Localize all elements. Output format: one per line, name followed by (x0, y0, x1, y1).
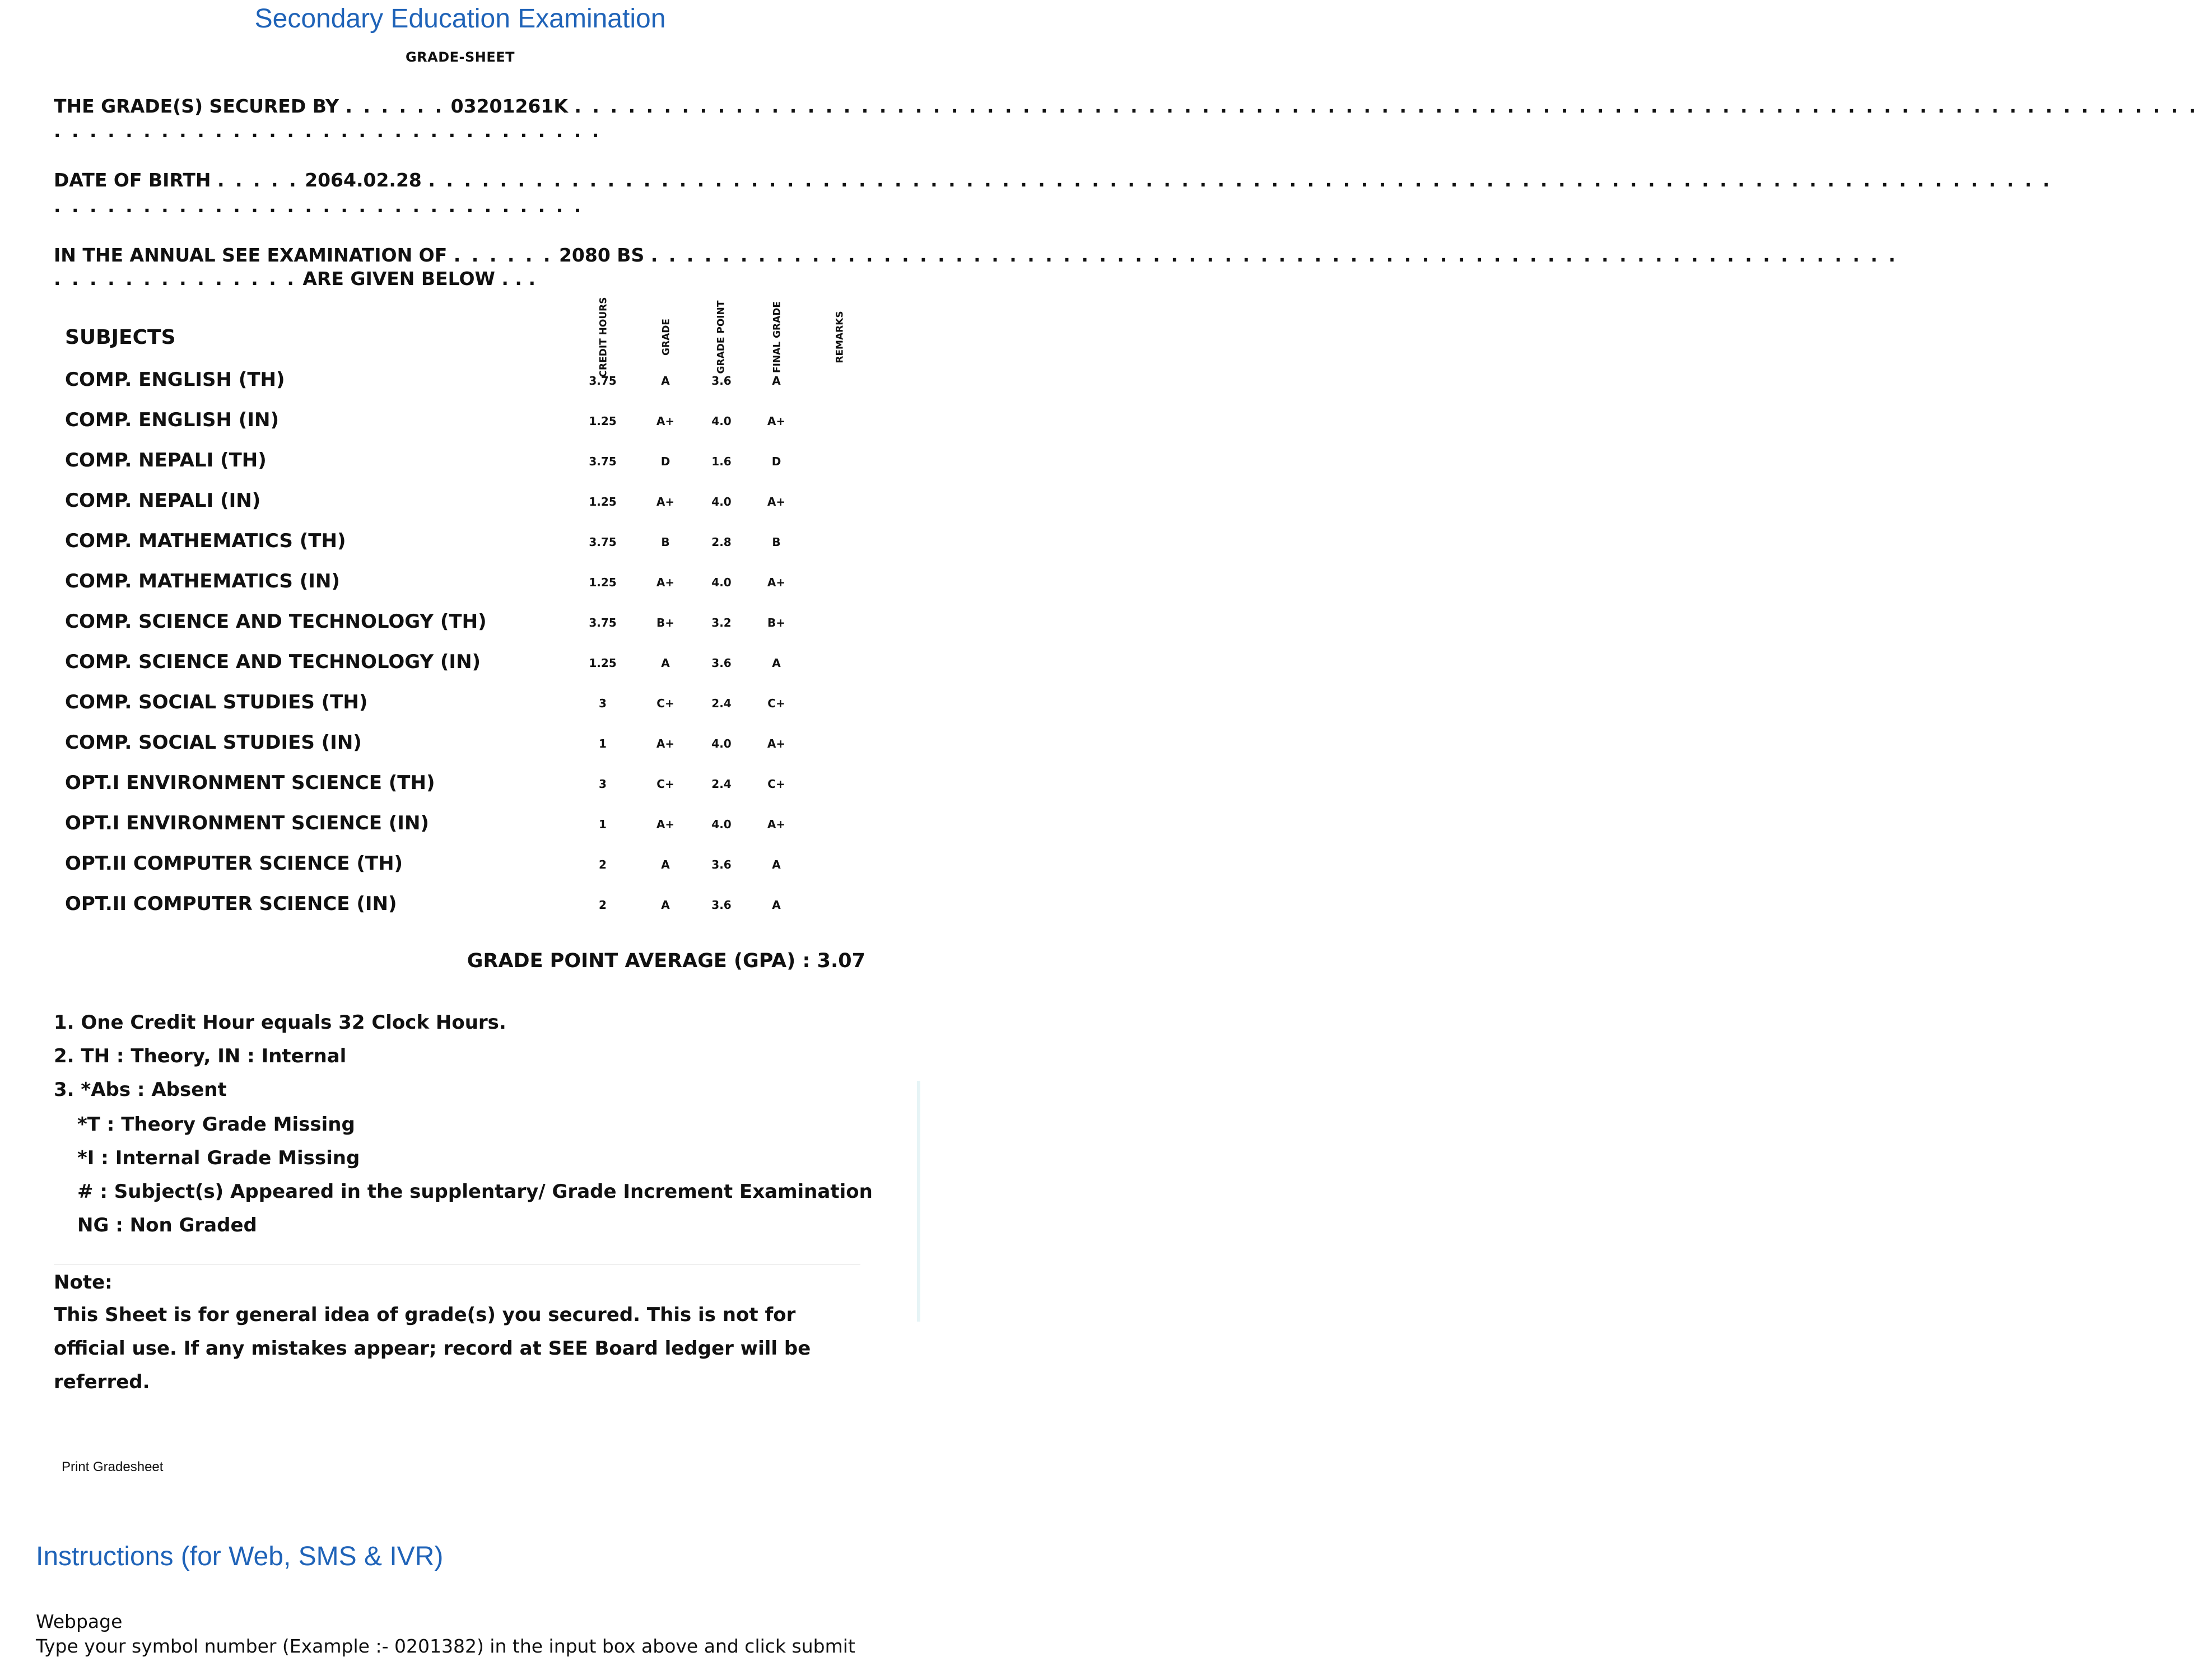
dot-leader: . . . . . . (345, 95, 445, 117)
subject-name: COMP. MATHEMATICS (TH) (65, 530, 346, 552)
credit-hours-cell: 2 (599, 898, 607, 912)
secured-by-line (54, 94, 2198, 119)
final-grade-cell: B (772, 535, 781, 549)
final-grade-cell: A (772, 374, 781, 388)
grade-cell: D (660, 455, 670, 468)
print-gradesheet-button[interactable]: Print Gradesheet (62, 1459, 164, 1474)
credit-hours-cell: 3.75 (589, 535, 617, 549)
grade-cell: A (661, 374, 670, 388)
credit-hours-cell: 3.75 (589, 455, 617, 468)
grade-cell: A+ (656, 495, 675, 508)
subject-name: OPT.II COMPUTER SCIENCE (IN) (65, 893, 397, 915)
note-text: This Sheet is for general idea of grade(s) you secured. This is not for official use. If any mistakes appear; record at SEE Board ledger will be referred. (54, 1304, 811, 1393)
site-title: Secondary Education Examination (254, 4, 666, 34)
subject-name: OPT.II COMPUTER SCIENCE (TH) (65, 852, 403, 875)
credit-hours-cell: 1 (599, 737, 607, 750)
subject-name: COMP. SOCIAL STUDIES (IN) (65, 731, 362, 754)
dot-leader: . . . . . . . . . . . . . . . . . . . . . . . . . . . . . . . . . . . . . . . . . . . . . . . . . . . . . . . . . . . . . . . . . . . . . . . . . . . . . . . . . . . . . . . . . . . (428, 169, 2052, 191)
credit-hours-cell: 3.75 (589, 616, 617, 629)
legend-item: 2. TH : Theory, IN : Internal (54, 1045, 347, 1067)
credit-hours-cell: 1.25 (589, 576, 617, 589)
final-grade-cell: D (771, 455, 781, 468)
final-grade-cell: A+ (767, 495, 786, 508)
legend-item: NG : Non Graded (77, 1214, 257, 1236)
credit-hours-cell: 3 (599, 777, 607, 791)
subject-name: COMP. SCIENCE AND TECHNOLOGY (TH) (65, 610, 487, 633)
dob-dots: . . . . . . . . . . . . . . . . . . . . . . . . . . . . . . (54, 195, 584, 217)
grade-point-cell: 3.6 (711, 858, 732, 871)
dot-leader: . . . . . . . . . . . . . . . . . . . . . . . . . . . . . . . . . . . . . . . . . . . . . . . . . . . . . . . . . . . . . . . . . . . . . . (650, 244, 1898, 266)
page-edge-strip (917, 1081, 920, 1322)
final-grade-cell: A (772, 656, 781, 670)
subject-name: COMP. NEPALI (IN) (65, 489, 261, 512)
grade-point-cell: 3.6 (711, 374, 732, 388)
grade-point-cell: 4.0 (711, 737, 732, 750)
exam-line (54, 243, 1898, 268)
credit-hours-cell: 1 (599, 818, 607, 831)
dot-leader: . . . . . . . . . . . . . . . . . . . . . . . . . . . . . . . . . . . . . . . . . . . . . . . . . . . . . . . . . . . . . . . . . . . . . . . . . . . . . . . . . . . . . . . . . . . (574, 95, 2198, 117)
grade-header: GRADE (660, 319, 672, 356)
grade-point-cell: 2.4 (711, 697, 732, 710)
grade-point-header: GRADE POINT (715, 300, 727, 374)
dob-value: 2064.02.28 (305, 169, 422, 191)
subject-name: COMP. ENGLISH (IN) (65, 409, 279, 431)
subject-name: COMP. ENGLISH (TH) (65, 368, 285, 391)
grade-cell: A (661, 656, 670, 670)
grade-cell: A (661, 858, 670, 871)
grade-point-cell: 4.0 (711, 495, 732, 508)
legend-item: *T : Theory Grade Missing (77, 1113, 355, 1136)
grade-point-cell: 3.6 (711, 656, 732, 670)
grade-point-cell: 1.6 (711, 455, 732, 468)
exam-year: 2080 BS (558, 244, 645, 266)
grade-point-cell: 4.0 (711, 576, 732, 589)
grade-point-cell: 2.8 (711, 535, 732, 549)
subject-name: OPT.I ENVIRONMENT SCIENCE (IN) (65, 812, 429, 834)
grade-point-cell: 4.0 (711, 414, 732, 428)
final-grade-cell: B+ (767, 616, 785, 629)
legend-item: 1. One Credit Hour equals 32 Clock Hours. (54, 1011, 506, 1034)
grade-cell: A+ (656, 414, 675, 428)
gpa-value: 3.07 (817, 950, 865, 972)
final-grade-header: FINAL GRADE (771, 301, 783, 373)
grade-cell: C+ (656, 697, 674, 710)
gpa-label: GRADE POINT AVERAGE (GPA) : (467, 950, 811, 972)
date-of-birth-line (54, 168, 2052, 193)
final-grade-cell: C+ (767, 697, 785, 710)
gradesheet-subtitle: GRADE-SHEET (405, 49, 515, 65)
subjects-header: SUBJECTS (65, 326, 176, 349)
final-grade-cell: A+ (767, 414, 786, 428)
subject-name: COMP. NEPALI (TH) (65, 449, 267, 472)
dob-label: DATE OF BIRTH (54, 169, 211, 191)
dot-leader: . . . . . . . . . . . . . . (54, 268, 296, 290)
credit-hours-cell: 1.25 (589, 414, 617, 428)
divider (54, 1264, 860, 1265)
webpage-heading: Webpage (36, 1611, 123, 1632)
grade-cell: A+ (656, 818, 675, 831)
webpage-instructions: Type your symbol number (Example :- 0201382) in the input box above and click submit (36, 1635, 855, 1657)
final-grade-cell: A+ (767, 576, 786, 589)
grade-point-cell: 3.6 (711, 898, 732, 912)
final-grade-cell: A+ (767, 818, 786, 831)
final-grade-cell: A+ (767, 737, 786, 750)
credit-hours-cell: 3 (599, 697, 607, 710)
gpa (467, 950, 865, 972)
grade-cell: A+ (656, 737, 675, 750)
grade-point-cell: 3.2 (711, 616, 732, 629)
legend-item: *I : Internal Grade Missing (77, 1147, 360, 1169)
grade-cell: C+ (656, 777, 674, 791)
subject-name: OPT.I ENVIRONMENT SCIENCE (TH) (65, 772, 435, 794)
note-heading: Note: (54, 1271, 113, 1294)
subject-name: COMP. SCIENCE AND TECHNOLOGY (IN) (65, 651, 481, 673)
credit-hours-cell: 1.25 (589, 495, 617, 508)
symbol-number: 03201261K (450, 95, 568, 117)
secured-by-label: THE GRADE(S) SECURED BY (54, 95, 339, 117)
final-grade-cell: A (772, 858, 781, 871)
remarks-header: REMARKS (834, 311, 846, 363)
grade-cell: A (661, 898, 670, 912)
credit-hours-header: CREDIT HOURS (598, 297, 609, 377)
grade-point-cell: 2.4 (711, 777, 732, 791)
dot-leader: . . . . . . (453, 244, 553, 266)
credit-hours-cell: 1.25 (589, 656, 617, 670)
final-grade-cell: A (772, 898, 781, 912)
credit-hours-cell: 2 (599, 858, 607, 871)
secured-by-dots: . . . . . . . . . . . . . . . . . . . . . . . . . . . . . . . (54, 120, 602, 142)
given-below-text: ARE GIVEN BELOW . . . (302, 268, 535, 290)
legend-item: # : Subject(s) Appeared in the supplentary/ Grade Increment Examination (77, 1180, 873, 1203)
final-grade-cell: C+ (767, 777, 785, 791)
given-below-line (54, 268, 535, 290)
grade-cell: B (661, 535, 670, 549)
grade-cell: B+ (656, 616, 674, 629)
credit-hours-cell: 3.75 (589, 374, 617, 388)
legend-item: 3. *Abs : Absent (54, 1079, 227, 1101)
exam-label: IN THE ANNUAL SEE EXAMINATION OF (54, 244, 448, 266)
grade-cell: A+ (656, 576, 675, 589)
instructions-heading: Instructions (for Web, SMS & IVR) (36, 1542, 444, 1571)
dot-leader: . . . . . (217, 169, 299, 191)
subject-name: COMP. SOCIAL STUDIES (TH) (65, 691, 368, 713)
subject-name: COMP. MATHEMATICS (IN) (65, 570, 340, 592)
grade-point-cell: 4.0 (711, 818, 732, 831)
